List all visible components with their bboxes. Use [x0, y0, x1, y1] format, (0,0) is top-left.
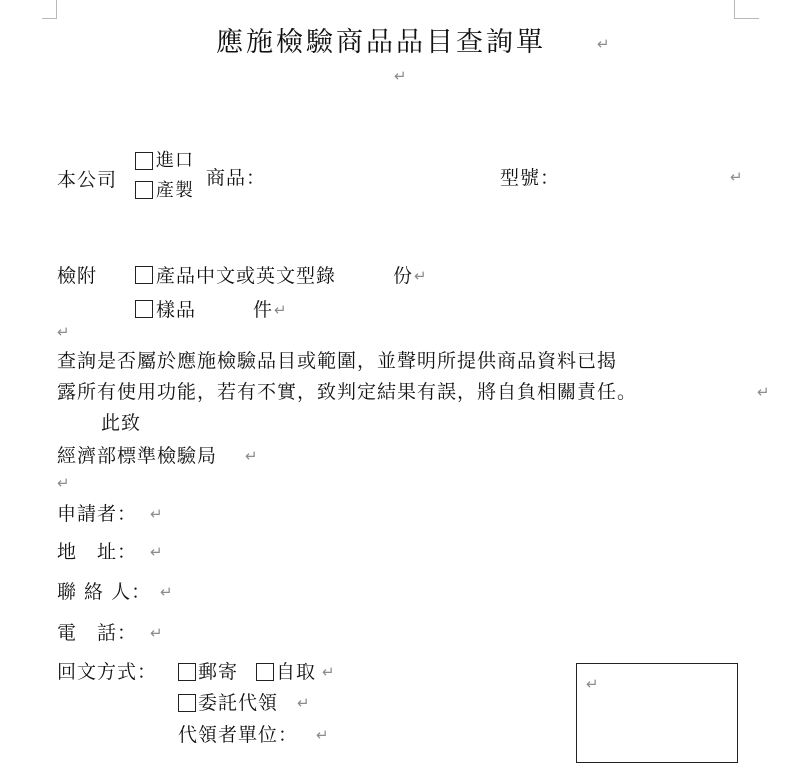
paragraph-mark: ↵	[394, 67, 407, 85]
reply-proxy-label: 委託代領	[198, 692, 279, 714]
catalog-checkbox[interactable]	[135, 266, 153, 284]
crop-mark-top-right	[734, 0, 759, 19]
reply-method-label: 回文方式：	[57, 661, 158, 683]
manufacture-option-label: 產製	[156, 180, 194, 201]
reply-pickup-label: 自取	[276, 661, 317, 683]
statement-line-2: 露所有使用功能，若有不實，致判定結果有誤，將自負相關責任。	[57, 381, 638, 403]
phone-label: 電 話：	[57, 622, 138, 644]
sample-checkbox[interactable]	[135, 300, 153, 318]
catalog-unit: 份	[393, 265, 414, 287]
import-option-label: 進口	[156, 150, 194, 171]
company-prefix: 本公司	[57, 169, 118, 191]
reply-mail-checkbox[interactable]	[178, 663, 196, 681]
statement-line-1: 查詢是否屬於應施檢驗品目或範圍，並聲明所提供商品資料已揭	[57, 350, 618, 372]
salutation: 此致	[101, 412, 142, 434]
seal-box[interactable]	[576, 663, 738, 763]
paragraph-mark: ↵	[597, 35, 610, 53]
paragraph-mark: ↵	[730, 168, 743, 186]
paragraph-mark: ↵	[757, 383, 770, 401]
model-label: 型號：	[500, 167, 561, 189]
import-checkbox[interactable]	[135, 152, 153, 170]
paragraph-mark: ↵	[150, 624, 163, 642]
reply-pickup-checkbox[interactable]	[256, 663, 274, 681]
addressee: 經濟部標準檢驗局	[57, 445, 218, 467]
applicant-label: 申請者：	[57, 503, 138, 525]
catalog-option-label: 產品中文或英文型錄	[156, 265, 337, 287]
document-title: 應施檢驗商品品目查詢單	[216, 27, 546, 58]
paragraph-mark: ↵	[245, 447, 258, 465]
paragraph-mark: ↵	[57, 474, 70, 492]
paragraph-mark: ↵	[160, 583, 173, 601]
paragraph-mark: ↵	[150, 505, 163, 523]
reply-proxy-checkbox[interactable]	[178, 694, 196, 712]
paragraph-mark: ↵	[322, 663, 335, 681]
paragraph-mark: ↵	[316, 726, 329, 744]
paragraph-mark: ↵	[414, 267, 427, 285]
sample-unit: 件	[253, 299, 274, 321]
manufacture-checkbox[interactable]	[135, 181, 153, 199]
paragraph-mark: ↵	[274, 301, 287, 319]
reply-mail-label: 郵寄	[198, 661, 239, 683]
paragraph-mark: ↵	[150, 543, 163, 561]
sample-option-label: 樣品	[156, 299, 197, 321]
contact-label: 聯 絡 人：	[57, 581, 152, 603]
address-label: 地 址：	[57, 541, 138, 563]
product-label: 商品：	[206, 167, 267, 189]
paragraph-mark: ↵	[57, 323, 70, 341]
paragraph-mark: ↵	[297, 694, 310, 712]
crop-mark-top-left	[42, 0, 57, 19]
paragraph-mark: ↵	[586, 675, 599, 693]
attach-label: 檢附	[57, 265, 98, 287]
proxy-unit-label: 代領者單位：	[178, 724, 299, 746]
